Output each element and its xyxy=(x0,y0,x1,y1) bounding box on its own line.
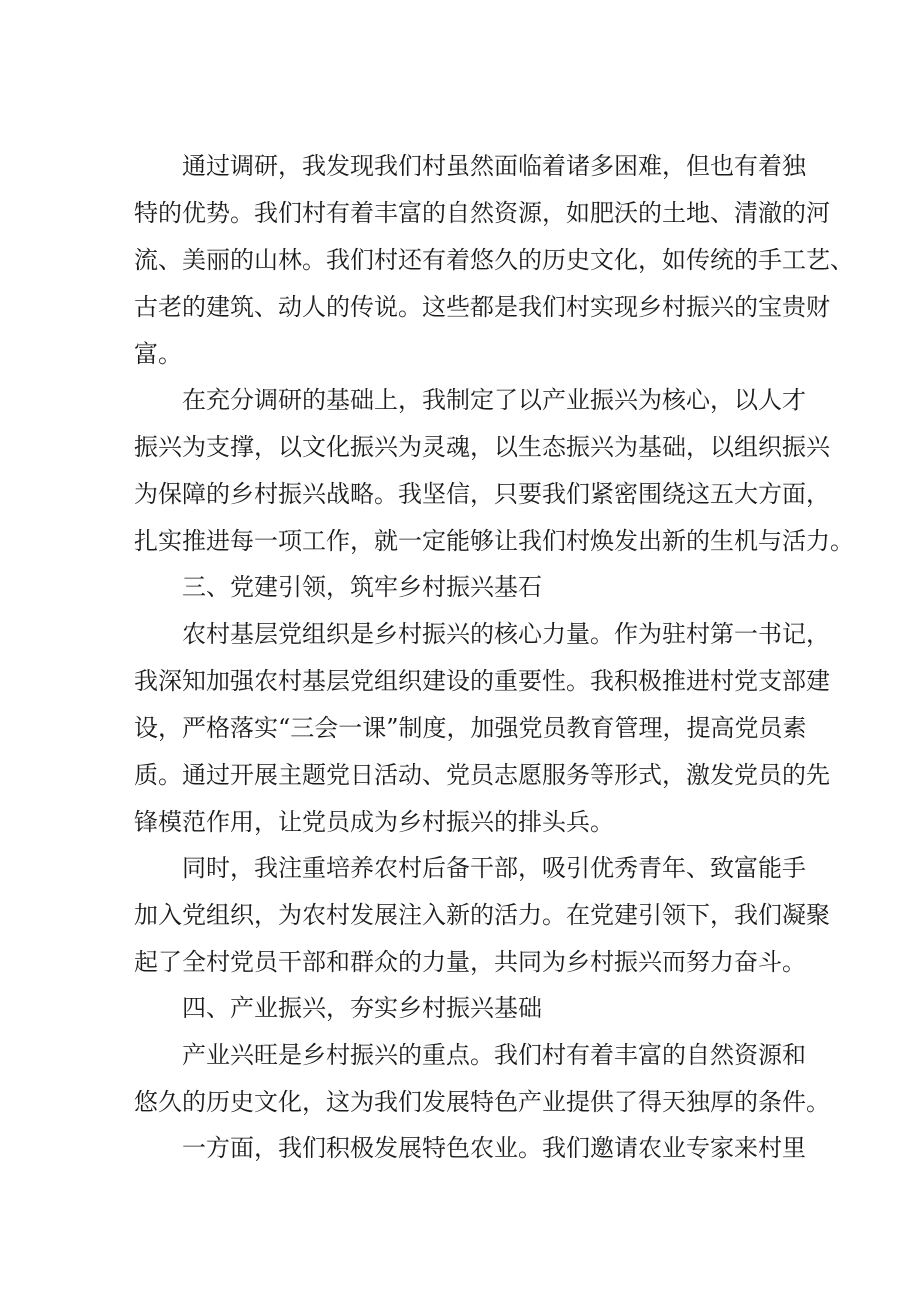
text-line: 为保障的乡村振兴战略。我坚信，只要我们紧密围绕这五大方面， xyxy=(134,480,830,508)
text-line: 我深知加强农村基层党组织建设的重要性。我积极推进村党支部建 xyxy=(134,667,830,695)
text-line: 农村基层党组织是乡村振兴的核心力量。作为驻村第一书记， xyxy=(182,620,830,648)
text-line: 特的优势。我们村有着丰富的自然资源，如肥沃的土地、清澈的河 xyxy=(134,199,830,227)
text-line: 在充分调研的基础上，我制定了以产业振兴为核心，以人才 xyxy=(182,386,806,414)
text-line: 通过调研，我发现我们村虽然面临着诸多困难，但也有着独 xyxy=(182,152,806,180)
text-line: 一方面，我们积极发展特色农业。我们邀请农业专家来村里 xyxy=(182,1134,806,1162)
text-line: 古老的建筑、动人的传说。这些都是我们村实现乡村振兴的宝贵财 xyxy=(134,293,830,321)
text-line: 振兴为支撑，以文化振兴为灵魂，以生态振兴为基础，以组织振兴 xyxy=(134,433,830,461)
text-line: 产业兴旺是乡村振兴的重点。我们村有着丰富的自然资源和 xyxy=(182,1041,806,1069)
heading-line: 四、产业振兴，夯实乡村振兴基础 xyxy=(182,994,542,1022)
text-line: 同时，我注重培养农村后备干部，吸引优秀青年、致富能手 xyxy=(182,854,806,882)
text-line: 悠久的历史文化，这为我们发展特色产业提供了得天独厚的条件。 xyxy=(134,1088,830,1116)
text-line: 质。通过开展主题党日活动、党员志愿服务等形式，激发党员的先 xyxy=(134,761,830,789)
text-line: 流、美丽的山林。我们村还有着悠久的历史文化，如传统的手工艺、 xyxy=(134,246,854,274)
text-line: 设，严格落实“三会一课”制度，加强党员教育管理，提高党员素 xyxy=(134,714,807,742)
text-line: 锋模范作用，让党员成为乡村振兴的排头兵。 xyxy=(134,808,614,836)
text-line: 起了全村党员干部和群众的力量，共同为乡村振兴而努力奋斗。 xyxy=(134,948,806,976)
heading-line: 三、党建引领，筑牢乡村振兴基石 xyxy=(182,573,542,601)
text-line: 富。 xyxy=(134,340,182,368)
text-line: 扎实推进每一项工作，就一定能够让我们村焕发出新的生机与活力。 xyxy=(134,527,854,555)
text-line: 加入党组织，为农村发展注入新的活力。在党建引领下，我们凝聚 xyxy=(134,901,830,929)
